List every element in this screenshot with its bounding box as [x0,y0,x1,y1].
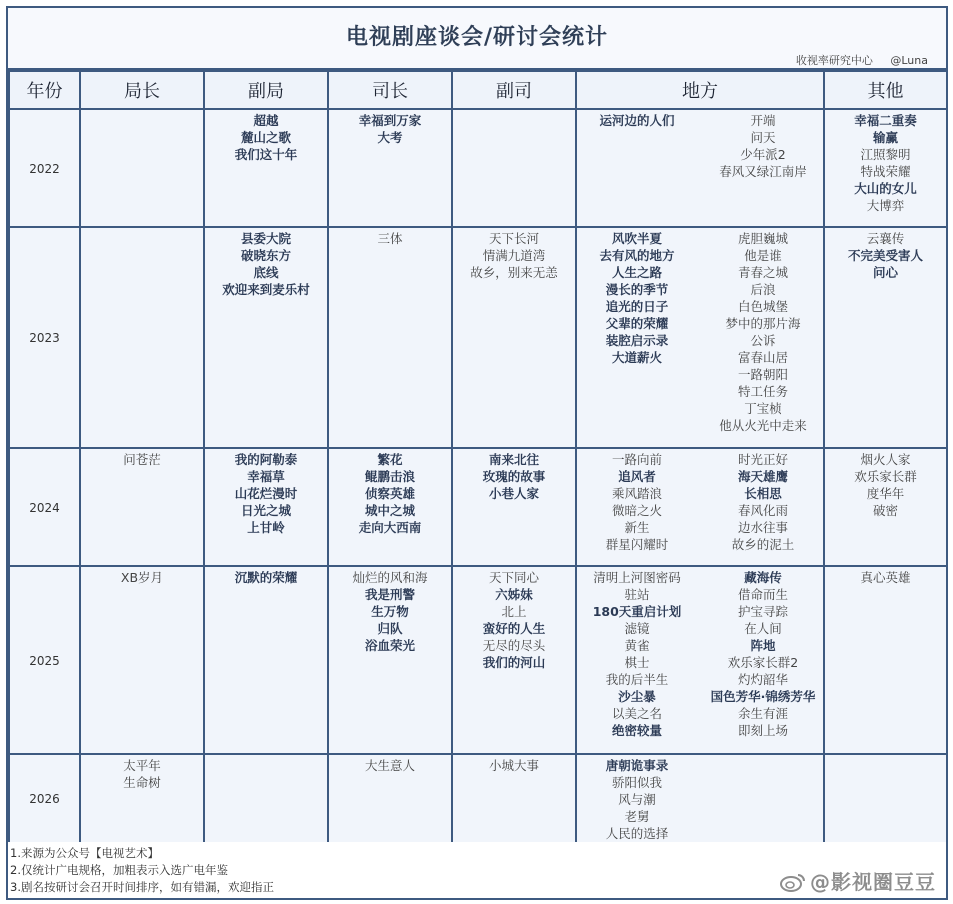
drama-title: 他从火光中走来 [719,418,807,433]
drama-title: 追光的日子 [605,299,669,314]
fuju-cell [204,227,328,448]
drama-title: 180天重启计划 [592,604,682,619]
drama-title: 丁宝桢 [744,401,782,416]
drama-title: 唐朝诡事录 [605,758,669,773]
fuju-cell [204,754,328,843]
juzhang-cell [80,448,204,566]
drama-title: 无尽的尽头 [482,638,546,653]
drama-title: 藏海传 [744,570,782,585]
drama-title: 黄雀 [624,638,650,653]
drama-title: 棋士 [624,655,650,670]
drama-title: 我的阿勒泰 [234,452,298,467]
year-cell: 2024 [9,448,80,566]
table-row [9,227,947,448]
drama-title: 父辈的荣耀 [605,316,669,331]
qita-cell [824,109,947,227]
difang-left-column [577,757,703,842]
drama-title: 春风化雨 [737,503,788,518]
drama-title: 长相思 [744,486,782,501]
header-row [9,71,947,109]
drama-title: 老舅 [624,809,650,824]
drama-title: 梦中的那片海 [725,316,801,331]
year-cell: 2025 [9,566,80,754]
difang-right-column [703,230,823,434]
drama-title: 问心 [872,265,898,280]
drama-title: 以美之名 [611,706,662,721]
drama-title: 六姊妹 [495,587,533,602]
drama-title: 乘风踏浪 [611,486,662,501]
header-qita: 其他 [824,71,947,109]
drama-title: 太平年 [123,758,161,773]
year-cell: 2026 [9,754,80,843]
drama-title: 度华年 [866,486,905,501]
drama-title: 烟火人家 [860,452,911,467]
drama-title: 滤镜 [624,621,650,636]
drama-title: 大生意人 [364,758,415,773]
drama-title: 麓山之歌 [240,130,291,145]
drama-title: 沙尘暴 [618,689,656,704]
drama-title: 故乡的泥土 [731,537,795,552]
drama-title: 青春之城 [737,265,788,280]
drama-title: XB岁月 [120,570,164,585]
qita-cell [824,566,947,754]
drama-title: 清明上河图密码 [593,570,681,585]
sizhang-cell [328,754,452,843]
drama-title: 他是谁 [744,248,782,263]
drama-title: 县委大院 [240,231,291,246]
sizhang-cell [328,566,452,754]
sizhang-cell [328,109,452,227]
drama-title: 南来北往 [488,452,539,467]
header-sizhang: 司长 [328,71,452,109]
stats-frame [6,6,948,900]
drama-title: 大博弈 [866,198,905,213]
stats-table [8,70,948,844]
drama-title: 生万物 [371,604,409,619]
difang-cell [576,448,824,566]
drama-title: 真心英雄 [860,570,911,585]
drama-title: 阵地 [750,638,776,653]
drama-title: 绝密较量 [611,723,662,738]
drama-title: 一路朝阳 [737,367,788,382]
drama-title: 破晓东方 [240,248,291,263]
sizhang-cell [328,448,452,566]
drama-title: 公诉 [750,333,776,348]
drama-title: 幸福二重奏 [854,113,917,128]
juzhang-cell [80,566,204,754]
drama-title: 天下长河 [488,231,539,246]
drama-title: 日光之城 [240,503,291,518]
drama-title: 驻站 [624,587,650,602]
table-row [9,109,947,227]
drama-title: 在人间 [744,621,782,636]
drama-title: 我们这十年 [234,147,298,162]
drama-title: 北上 [501,604,527,619]
difang-cell [576,227,824,448]
difang-left-column [577,451,703,553]
difang-cell [576,566,824,754]
drama-title: 归队 [377,621,403,636]
header-fusi: 副司 [452,71,576,109]
drama-title: 微暗之火 [611,503,662,518]
difang-right-column [703,757,823,842]
drama-title: 特战荣耀 [860,164,911,179]
footnote-3: 3.剧名按研讨会召开时间排序，如有错漏，欢迎指正 [10,880,274,894]
drama-title: 欢迎来到麦乐村 [222,282,310,297]
drama-title: 少年派2 [740,147,786,162]
drama-title: 小巷人家 [488,486,539,501]
credit-line [782,52,928,68]
difang-right-column [703,451,823,553]
difang-right-column [703,569,823,739]
drama-title: 江照黎明 [860,147,911,162]
drama-title: 城中之城 [364,503,415,518]
difang-cell [576,109,824,227]
drama-title: 灿烂的风和海 [352,570,428,585]
drama-title: 三体 [377,231,403,246]
drama-title: 情满九道湾 [482,248,546,263]
drama-title: 去有风的地方 [599,248,675,263]
drama-title: 装腔启示录 [605,333,669,348]
fuju-cell [204,109,328,227]
drama-title: 繁花 [377,452,403,467]
sizhang-cell [328,227,452,448]
drama-title: 后浪 [750,282,776,297]
drama-title: 虎胆巍城 [737,231,788,246]
drama-title: 输赢 [872,130,898,145]
fusi-cell [452,566,576,754]
fusi-cell [452,227,576,448]
footnote-2: 2.仅统计广电规格，加粗表示入选广电年鉴 [10,863,228,877]
credit-source: 收视率研究中心 [795,54,873,67]
fuju-cell [204,566,328,754]
drama-title: 欢乐家长群2 [727,655,799,670]
header-fuju: 副局 [204,71,328,109]
table-row [9,566,947,754]
difang-left-column [577,112,703,180]
juzhang-cell [80,109,204,227]
fusi-cell [452,448,576,566]
difang-right-column [703,112,823,180]
drama-title: 底线 [253,265,279,280]
footnotes [8,842,946,898]
qita-cell [824,448,947,566]
drama-title: 走向大西南 [358,520,422,535]
drama-title: 欢乐家长群 [854,469,917,484]
weibo-icon [780,872,806,892]
drama-title: 侦察英雄 [364,486,415,501]
drama-title: 破密 [872,503,898,518]
drama-title: 大山的女儿 [854,181,917,196]
difang-cell [576,754,824,843]
drama-title: 蛮好的人生 [482,621,546,636]
table-row [9,448,947,566]
header-year: 年份 [9,71,80,109]
drama-title: 山花烂漫时 [234,486,298,501]
drama-title: 运河边的人们 [599,113,675,128]
year-cell: 2022 [9,109,80,227]
drama-title: 浴血荣光 [364,638,415,653]
drama-title: 沉默的荣耀 [234,570,298,585]
page-title: 电视剧座谈会/研讨会统计 [345,25,609,50]
drama-title: 新生 [624,520,650,535]
drama-title: 时光正好 [737,452,788,467]
drama-title: 群星闪耀时 [605,537,669,552]
drama-title: 开端 [750,113,776,128]
table-row [9,754,947,843]
difang-left-column [577,569,703,739]
juzhang-cell [80,227,204,448]
drama-title: 幸福草 [247,469,285,484]
drama-title: 灼灼韶华 [737,672,788,687]
fusi-cell [452,109,576,227]
drama-title: 人民的选择 [605,826,669,841]
credit-author: @Luna [890,54,928,67]
drama-title: 人生之路 [611,265,662,280]
drama-title: 护宝寻踪 [737,604,788,619]
drama-title: 白色城堡 [737,299,788,314]
drama-title: 即刻上场 [737,723,788,738]
drama-title: 春风又绿江南岸 [719,164,807,179]
drama-title: 特工任务 [737,384,788,399]
qita-cell [824,227,947,448]
drama-title: 幸福到万家 [358,113,422,128]
header-juzhang: 局长 [80,71,204,109]
drama-title: 追风者 [618,469,656,484]
drama-title: 上甘岭 [247,520,285,535]
drama-title: 生命树 [123,775,161,790]
fuju-cell [204,448,328,566]
drama-title: 鲲鹏击浪 [364,469,415,484]
drama-title: 云襄传 [866,231,905,246]
title-box [8,8,946,70]
juzhang-cell [80,754,204,843]
drama-title: 我的后半生 [605,672,669,687]
drama-title: 余生有涯 [737,706,788,721]
drama-title: 富春山居 [737,350,788,365]
drama-title: 骄阳似我 [611,775,662,790]
watermark-text: @影视圈豆豆 [810,870,936,894]
drama-title: 大道薪火 [611,350,662,365]
header-difang: 地方 [576,71,824,109]
drama-title: 玫瑰的故事 [482,469,546,484]
drama-title: 一路向前 [611,452,662,467]
year-cell: 2023 [9,227,80,448]
drama-title: 小城大事 [488,758,539,773]
drama-title: 边水往事 [737,520,788,535]
drama-title: 故乡，别来无恙 [470,265,558,280]
drama-title: 漫长的季节 [605,282,669,297]
drama-title: 我们的河山 [482,655,546,670]
drama-title: 天下同心 [488,570,539,585]
drama-title: 风吹半夏 [611,231,662,246]
drama-title: 问天 [750,130,776,145]
qita-cell [824,754,947,843]
drama-title: 国色芳华·锦绣芳华 [710,689,816,704]
fusi-cell [452,754,576,843]
drama-title: 我是刑警 [364,587,415,602]
table-body [9,109,947,843]
drama-title: 大考 [377,130,403,145]
drama-title: 不完美受害人 [847,248,923,263]
drama-title: 问苍茫 [123,452,161,467]
drama-title: 海天雄鹰 [737,469,788,484]
watermark [780,872,936,892]
difang-left-column [577,230,703,434]
drama-title: 借命而生 [737,587,788,602]
footnote-1: 1.来源为公众号【电视艺术】 [10,846,159,860]
drama-title: 超越 [253,113,279,128]
drama-title: 风与潮 [618,792,656,807]
